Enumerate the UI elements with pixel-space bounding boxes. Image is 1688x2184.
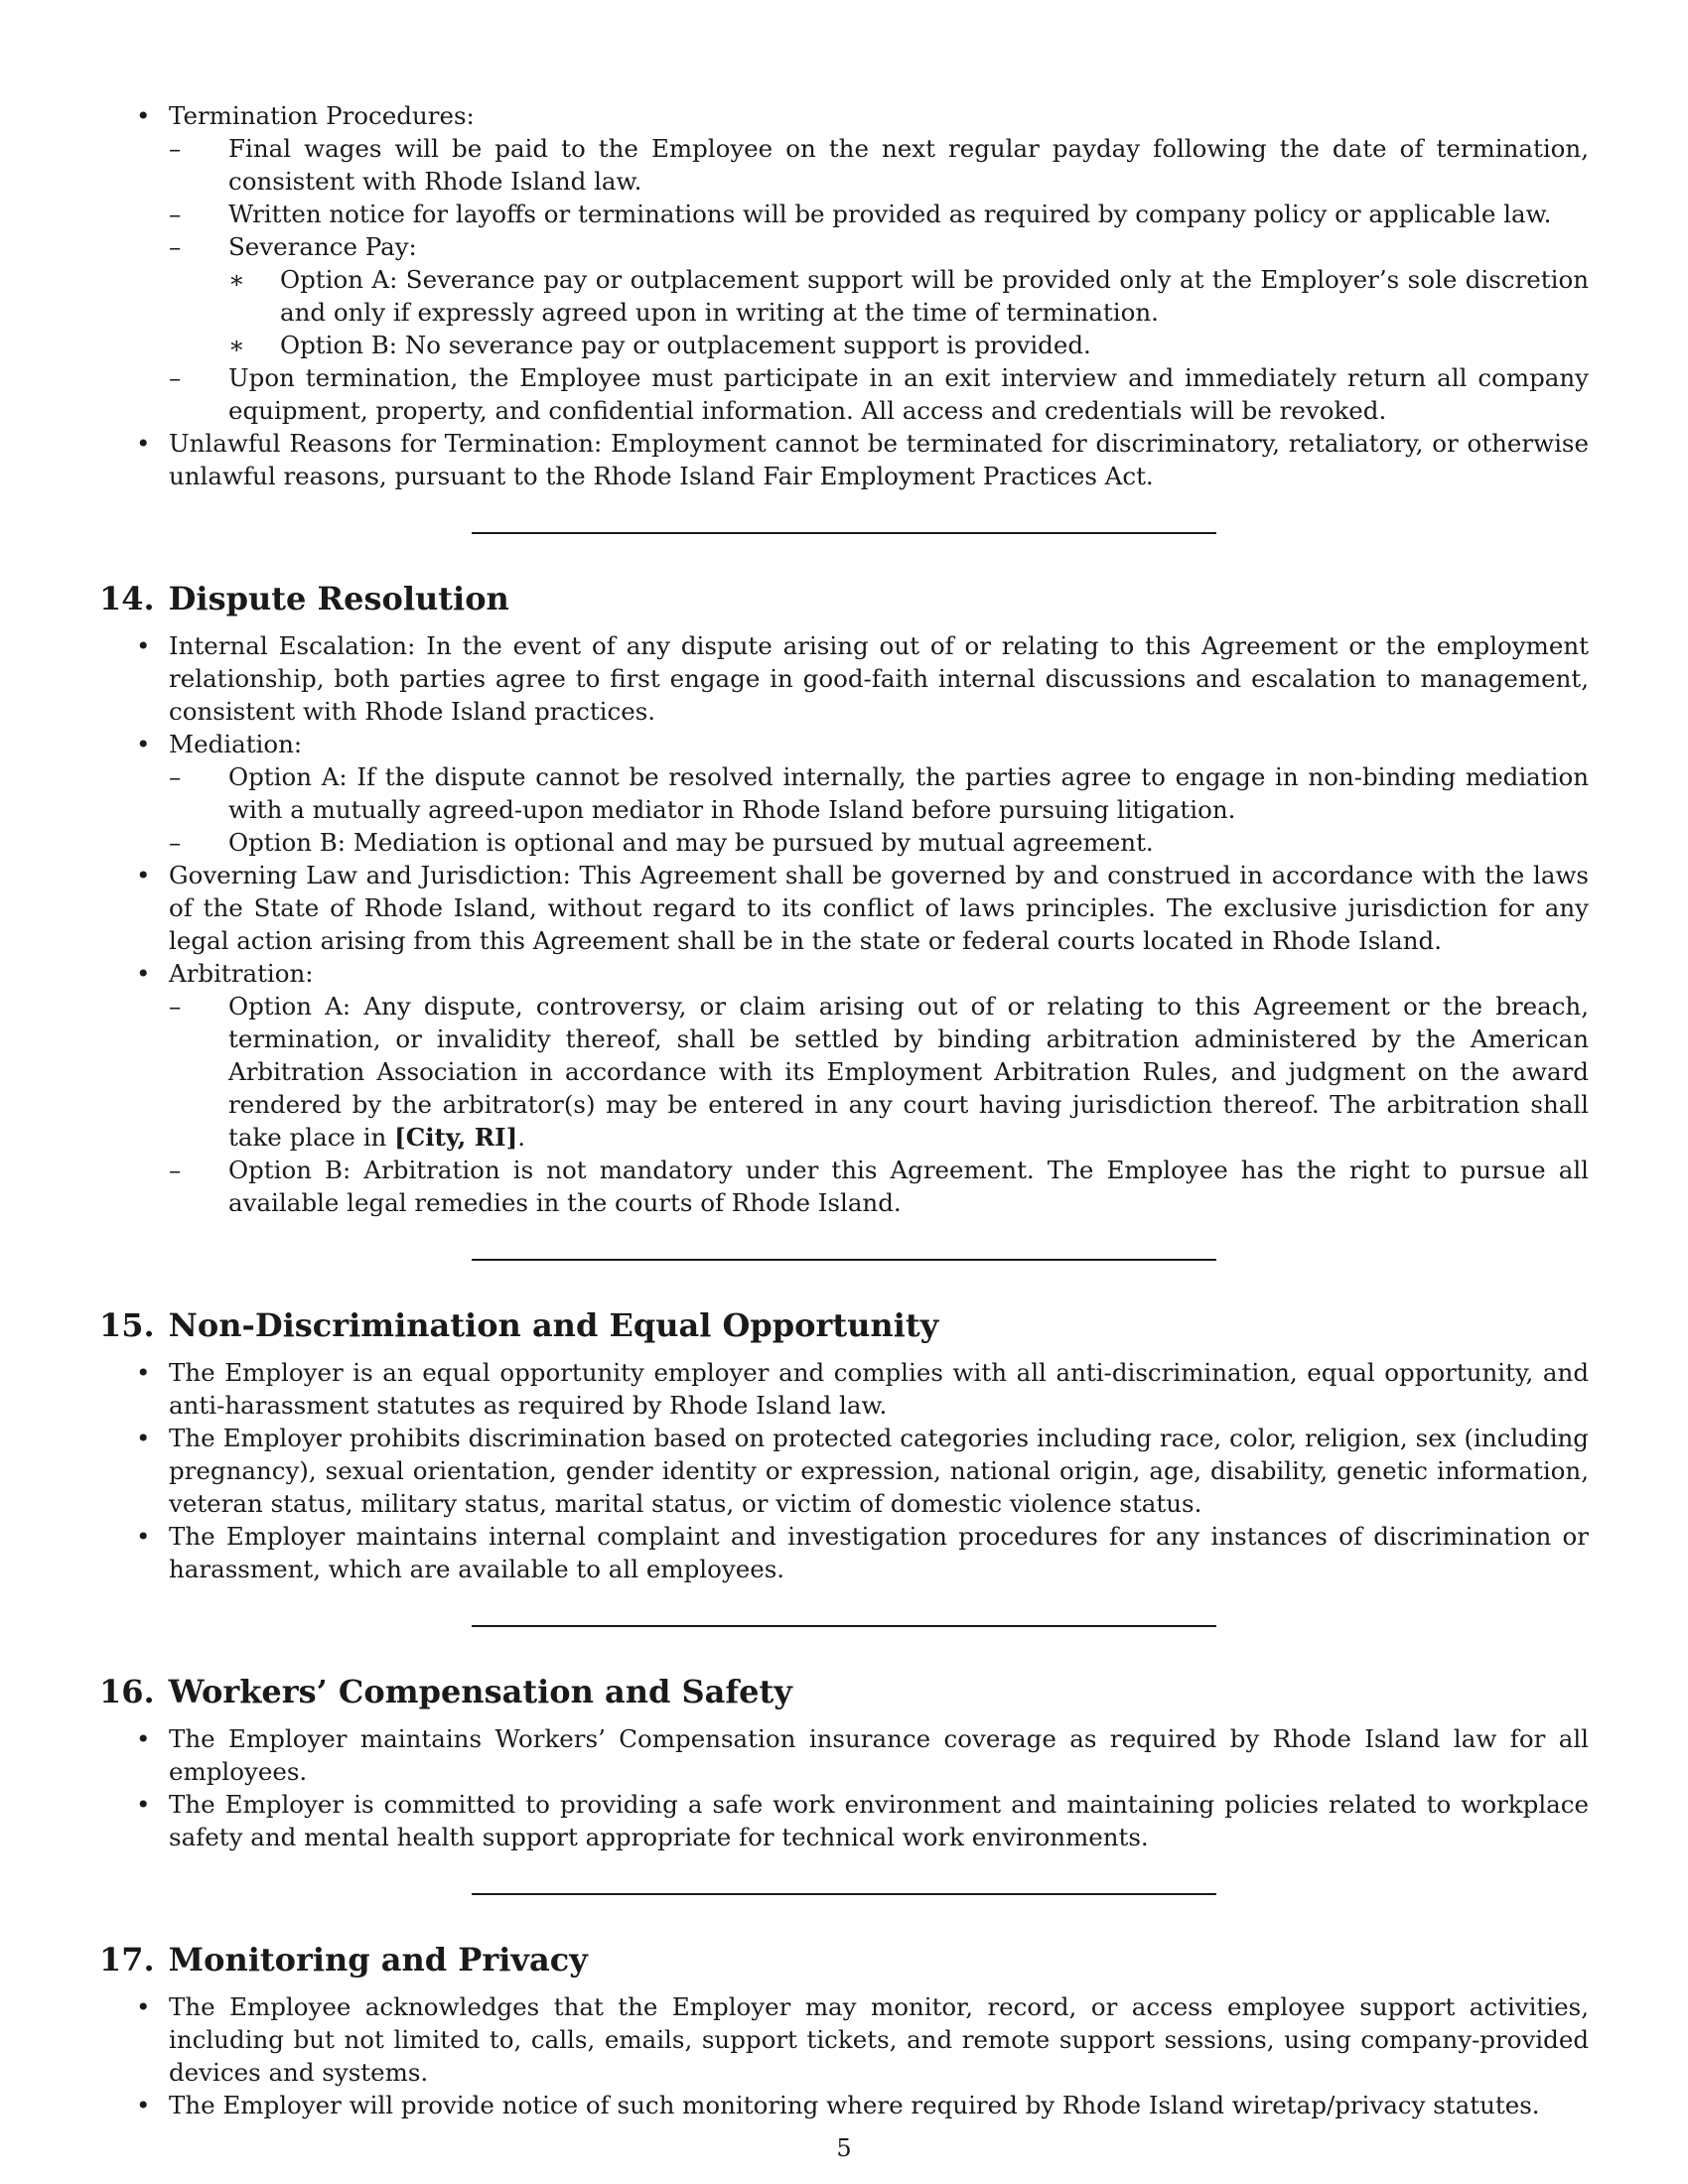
list-item: • The Employer will provide notice of such monitoring where required by Rhode Island wiretap/privacy statutes. [99, 2089, 1589, 2121]
termination-list [99, 99, 1589, 492]
list-item: • The Employer is committed to providing a safe work environment and maintaining policies related to workplace safety and mental health support appropriate for technical work environments. [99, 1788, 1589, 1853]
arbitration-item [99, 957, 1589, 1219]
section-heading-14 [99, 578, 1589, 619]
dispute-resolution-list [99, 629, 1589, 1219]
monitoring-privacy-list [99, 1990, 1589, 2121]
arbitration-label: • Arbitration: [169, 959, 314, 988]
section-number: 17. [99, 1941, 155, 1979]
list-item: • The Employer prohibits discrimination based on protected categories including race, color, religion, sex (including pregnancy), sexual orientation, gender identity or expression, national origin, age, disability, genetic information, veteran status, military status, marital status, or victim of domestic violence status. [99, 1422, 1589, 1520]
unlawful-reasons-item: • Unlawful Reasons for Termination: Employment cannot be terminated for discriminatory, retaliatory, or otherwise unlawful reasons, pursuant to the Rhode Island Fair Employment Practices Act. [99, 427, 1589, 492]
mediation-label: • Mediation: [169, 730, 303, 758]
section-number: 14. [99, 580, 155, 617]
mediation-option-b: – Option B: Mediation is optional and may be pursued by mutual agreement. [169, 826, 1589, 859]
section-heading-16 [99, 1671, 1589, 1712]
severance-option-b: ∗ Option B: No severance pay or outplacement support is provided. [228, 329, 1589, 361]
written-notice-item: – Written notice for layoffs or terminations will be provided as required by company policy or applicable law. [169, 198, 1589, 230]
city-placeholder: [City, RI] [394, 1123, 518, 1152]
non-discrimination-list [99, 1356, 1589, 1585]
exit-interview-item: – Upon termination, the Employee must participate in an exit interview and immediately return all company equipment, property, and confidential information. All access and credentials will be revoked. [169, 361, 1589, 427]
internal-escalation-item: • Internal Escalation: In the event of any dispute arising out of or relating to this Agreement or the employment relationship, both parties agree to first engage in good-faith internal discussions and escalation to management, consistent with Rhode Island practices. [99, 629, 1589, 728]
section-divider [472, 1259, 1216, 1261]
severance-options [228, 263, 1589, 361]
termination-sublist [169, 132, 1589, 427]
arbitration-option-b: – Option B: Arbitration is not mandatory under this Agreement. The Employee has the right to pursue all available legal remedies in the courts of Rhode Island. [169, 1154, 1589, 1219]
document-page [99, 99, 1589, 2121]
arbitration-options [169, 990, 1589, 1219]
page-number: 5 [836, 2134, 852, 2162]
section-heading-15 [99, 1304, 1589, 1346]
list-item: • The Employee acknowledges that the Employer may monitor, record, or access employee support activities, including but not limited to, calls, emails, support tickets, and remote support sessions, using company-provided devices and systems. [99, 1990, 1589, 2089]
list-item: • The Employer maintains internal complaint and investigation procedures for any instances of discrimination or harassment, which are available to all employees. [99, 1520, 1589, 1585]
section-title: Workers’ Compensation and Safety [168, 1673, 792, 1710]
section-heading-17 [99, 1939, 1589, 1980]
arbitration-option-a-text: Option A: Any dispute, controversy, or claim arising out of or relating to this Agreement or the breach, termination, or invalidity thereof, shall be settled by binding arbitration administered by the American Arbitration Association in accordance with its Employment Arbitration Rules, and judgment on the award rendered by the arbitrator(s) may be entered in any court having jurisdiction thereof. The arbitration shall take place in [228, 992, 1589, 1152]
list-item: • The Employer maintains Workers’ Compensation insurance coverage as required by Rhode Island law for all employees. [99, 1722, 1589, 1788]
arbitration-option-a [169, 990, 1589, 1154]
mediation-option-a: – Option A: If the dispute cannot be resolved internally, the parties agree to engage in non-binding mediation with a mutually agreed-upon mediator in Rhode Island before pursuing litigation. [169, 760, 1589, 826]
section-divider [472, 1893, 1216, 1895]
section-divider [472, 1625, 1216, 1627]
section-number: 16. [99, 1673, 155, 1710]
final-wages-item: – Final wages will be paid to the Employee on the next regular payday following the date of termination, consistent with Rhode Island law. [169, 132, 1589, 198]
termination-procedures-label: • Termination Procedures: [169, 101, 475, 130]
severance-pay-item [169, 230, 1589, 361]
severance-pay-label: – Severance Pay: [228, 232, 417, 261]
workers-compensation-list [99, 1722, 1589, 1853]
mediation-options [169, 760, 1589, 859]
section-divider [472, 532, 1216, 534]
section-number: 15. [99, 1306, 155, 1344]
section-title: Monitoring and Privacy [168, 1941, 588, 1979]
section-title: Dispute Resolution [168, 580, 509, 617]
section-title: Non-Discrimination and Equal Opportunity [168, 1306, 939, 1344]
list-item: • The Employer is an equal opportunity employer and complies with all anti-discrimination, equal opportunity, and anti-harassment statutes as required by Rhode Island law. [99, 1356, 1589, 1422]
mediation-item [99, 728, 1589, 859]
list-item [99, 99, 1589, 427]
severance-option-a: ∗ Option A: Severance pay or outplacement support will be provided only at the Employer’s sole discretion and only if expressly agreed upon in writing at the time of termination. [228, 263, 1589, 329]
governing-law-item: • Governing Law and Jurisdiction: This Agreement shall be governed by and construed in accordance with the laws of the State of Rhode Island, without regard to its conflict of laws principles. The exclusive jurisdiction for any legal action arising from this Agreement shall be in the state or federal courts located in Rhode Island. [99, 859, 1589, 957]
arbitration-option-a-end: . [517, 1123, 526, 1152]
